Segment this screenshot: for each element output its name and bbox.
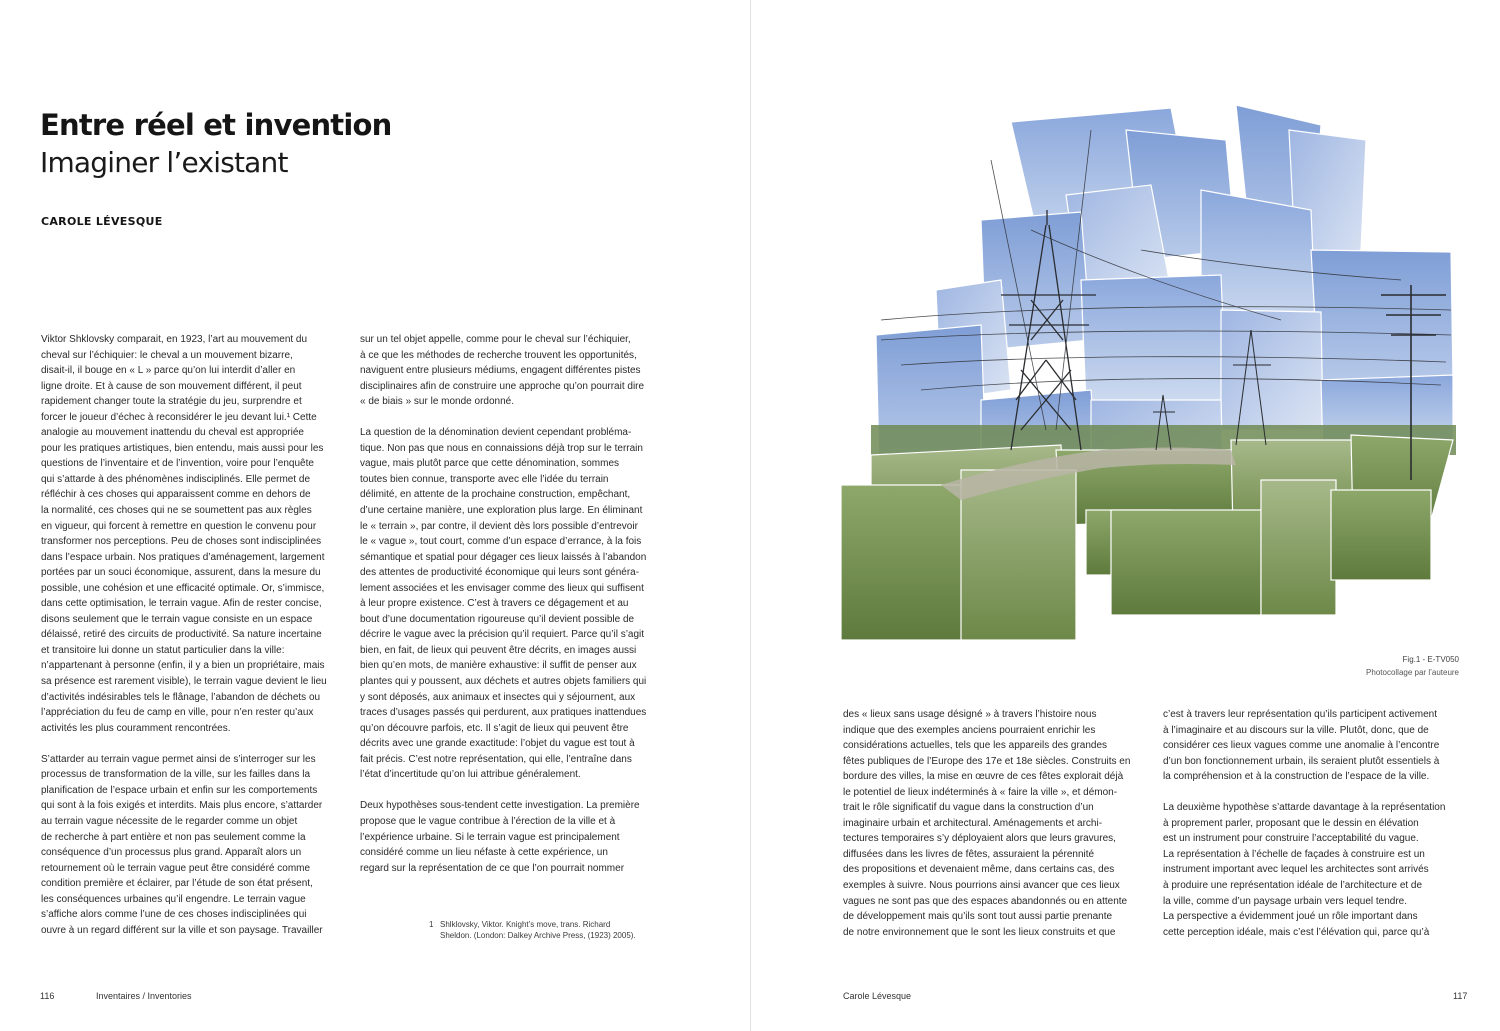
text-line: plantes qui y poussent, aux déchets et autres objets familiers qui [360, 676, 647, 688]
text-line: au terrain vague nécessite de le regarder comme un objet [41, 815, 298, 827]
text-line: bout d’une documentation rigoureuse qu’il devient possible de [360, 613, 635, 625]
footnote [429, 919, 636, 941]
text-line: ouvre à un regard différent sur la ville et son paysage. Travailler [41, 924, 323, 936]
text-line: traces d’usages passés qui perdurent, aux pratiques inattendues [360, 707, 647, 719]
text-line: Viktor Shklovsky comparait, en 1923, l’art au mouvement du [41, 334, 308, 345]
paragraph [360, 798, 660, 876]
text-line: activités les plus couramment rencontrées. [41, 722, 231, 734]
paragraph [1163, 800, 1463, 940]
footnote-text [440, 919, 636, 941]
text-line: bordure des villes, la mise en œuvre de ces fêtes explorait déjà [843, 771, 1124, 783]
text-line: la ville, comme d’un paysage urbain vers lequel tendre. [1163, 895, 1408, 907]
text-line: et transitoire lui donne un statut particulier dans la ville: [41, 644, 285, 656]
right-column-2 [1163, 707, 1463, 940]
text-line: transformer nos perceptions. Peu de choses sont indisciplinées [41, 536, 322, 548]
text-line: des propositions et devenaient même, dans certains cas, des [843, 864, 1115, 876]
text-line: à ce que les méthodes de recherche trouvent les opportunités, [360, 349, 637, 361]
text-line: conséquence d’un processus plus grand. Apparaît alors un [41, 847, 302, 859]
footnote-number: 1 [429, 920, 434, 929]
text-line: La représentation à l’échelle de façades à construire est un [1163, 848, 1425, 860]
text-line: qu’on découvre parfois, etc. Il s’agit de lieux qui peuvent être [360, 722, 629, 734]
text-line: réfléchir à ces choses qui apparaissent comme en dehors de [41, 489, 311, 501]
text-line: La perspective a évidemment joué un rôle important dans [1163, 911, 1418, 923]
paragraph [360, 425, 660, 783]
text-line: tectures temporaires s’y déployaient alors que leurs gravures, [843, 833, 1116, 845]
text-line: de recherche à part entière et non pas seulement comme la [41, 831, 306, 843]
text-line: en vigueur, qui forcent à remettre en question le convenu pour [41, 520, 317, 532]
page-number-right: 117 [1453, 991, 1468, 1001]
text-line: les conséquences urbaines qu’il engendre. Le terrain vague [41, 893, 306, 905]
text-line: le potentiel de lieux indéterminés à « faire la ville », et démon- [843, 786, 1118, 798]
text-line: bien qu’en mots, de manière exhaustive: il suffit de penser aux [360, 660, 637, 672]
text-line: considéré comme un lieu néfaste à cette expérience, un [360, 847, 608, 859]
text-line: fait précis. C’est notre représentation, qui elle, l’entraîne dans [360, 753, 632, 765]
text-line: décrits avec une grande exactitude: l’objet du vague est tout à [360, 738, 635, 750]
right-page [751, 0, 1500, 1031]
text-line: sa présence est rarement visible), le terrain vague devient le lieu [41, 676, 327, 688]
text-line: instrument important avec lequel les architectes sont arrivés [1163, 864, 1429, 876]
text-line: vague, mais plutôt parce que cette dénomination, sommes [360, 458, 620, 470]
figure-label: Fig.1 - E-TV050 [1402, 655, 1459, 664]
text-line: exemples à suivre. Nous pourrions ainsi avancer que ces lieux [843, 880, 1120, 892]
text-line: le « vague », tout court, comme d’un espace d’errance, à la fois [360, 536, 642, 548]
running-head-left: Inventaires / Inventories [96, 991, 192, 1001]
text-line: portées par un souci économique, assurent, dans la mesure du [41, 567, 321, 579]
text-line: processus de transformation de la ville, sur les failles dans la [41, 769, 311, 781]
text-line: tique. Non pas que nous en connaissions déjà trop sur le terrain [360, 442, 643, 454]
text-line: dans l’espace urbain. Nos pratiques d’aménagement, largement [41, 551, 325, 563]
text-line: disons seulement que le terrain vague consiste en un espace [41, 613, 313, 625]
text-line: la compréhension et à la construction de l’espace de la ville. [1163, 771, 1430, 783]
text-line: c’est à travers leur représentation qu’ils participent activement [1163, 709, 1438, 720]
text-line: questions de l’inventaire et de l’invention, voire pour l’enquête [41, 458, 314, 470]
text-line: La question de la dénomination devient cependant probléma- [360, 427, 632, 439]
text-line: à l’imaginaire et au discours sur la ville. Plutôt, donc, que de [1163, 724, 1429, 736]
text-line: qui s’attarde à des phénomènes indisciplinés. Elle permet de [41, 473, 311, 485]
text-line: analogie au mouvement inattendu du cheval est appropriée [41, 427, 304, 439]
text-line: indique que des exemples anciens pourraient enrichir les [843, 724, 1096, 736]
text-line: propose que le vague contribue à l’érection de la ville et à [360, 815, 616, 827]
text-line: toutes bien connue, transporte avec elle l’idée du terrain [360, 473, 609, 485]
text-line: d’activités indésirables tels le flânage, l’abandon de déchets ou [41, 691, 321, 703]
text-line: bien, en fait, de lieux qui peuvent être décrits, en images aussi [360, 644, 637, 656]
text-line: décrire le vague avec la précision qu’il requiert. Parce qu’il s’agit [360, 629, 645, 641]
text-line: qui sont à la fois exigés et interdits. Mais plus encore, s’attarder [41, 800, 323, 812]
text-line: de notre environnement que le sont les lieux construits et que [843, 926, 1116, 938]
author-name: CAROLE LÉVESQUE [41, 215, 163, 228]
text-line: la normalité, ces choses qui ne se soumettent pas aux règles [41, 505, 312, 517]
text-line: naviguent entre plusieurs médiums, engagent différentes pistes [360, 365, 641, 377]
text-line: d’un bon fonctionnement urbain, ils seraient plutôt essentiels à [1163, 755, 1440, 767]
text-line: S’attarder au terrain vague permet ainsi de s’interroger sur les [41, 753, 316, 765]
paragraph [843, 707, 1143, 940]
text-line: fêtes publiques de l’Europe des 17e et 18e siècles. Construits en [843, 755, 1131, 767]
text-line: l’état d’incertitude qu’on lui attribue généralement. [360, 769, 581, 781]
text-line: sur un tel objet appelle, comme pour le cheval sur l’échiquier, [360, 334, 631, 345]
text-line: à proprement parler, proposant que le dessin en élévation [1163, 817, 1419, 829]
text-line: retournement où le terrain vague peut être considéré comme [41, 862, 311, 874]
text-line: y sont déposés, aux animaux et insectes qui y séjournent, aux [360, 691, 636, 703]
text-line: délimité, en attente de la prochaine construction, empêchant, [360, 489, 631, 501]
text-line: forcer le joueur d’échec à reconsidérer le jeu devant lui.¹ Cette [41, 411, 317, 423]
footnote-line: Sheldon. (London: Dalkey Archive Press, (1923) 2005). [440, 931, 636, 940]
text-line: vagues ne sont pas que des espaces abandonnés ou en attente [843, 895, 1128, 907]
text-line: pour les pratiques artistiques, bien entendu, mais aussi pour les [41, 442, 324, 454]
text-line: planification de l’espace urbain et enfin sur les comportements [41, 784, 318, 796]
text-line: possible, une cohésion et une efficacité optimale. Or, s’immisce, [41, 582, 325, 594]
text-line: n’appartenant à personne (enfin, il y a bien un propriétaire, mais [41, 660, 325, 672]
paragraph [41, 332, 336, 736]
text-line: condition première et éclairer, par l’étude de son état présent, [41, 878, 313, 890]
text-line: s’affiche alors comme l’une de ces choses indisciplinées qui [41, 909, 307, 921]
text-line: diffusées dans les livres de fêtes, assuraient la pérennité [843, 848, 1095, 860]
article-title: Entre réel et invention [40, 108, 392, 142]
text-line: disait-il, il bouge en « L » parce qu’on lui interdit d’aller en [41, 365, 296, 377]
text-line: imaginaire urbain et architectural. Aménagements et archi- [843, 817, 1103, 829]
paragraph [1163, 707, 1463, 785]
text-line: cheval sur l’échiquier: le cheval a un mouvement bizarre, [41, 349, 293, 361]
text-line: à leur propre existence. C’est à travers ce dégagement et au [360, 598, 629, 610]
text-line: à produire une représentation idéale de l’architecture et de [1163, 880, 1423, 892]
paragraph [41, 752, 336, 939]
text-line: de développement mais qu’ils sont tout aussi partie prenante [843, 911, 1113, 923]
text-line: « de biais » sur le monde ordonné. [360, 396, 514, 408]
text-line: le « terrain », par contre, il devient dès lors possible d’entrevoir [360, 520, 638, 532]
text-line: regard sur la représentation de ce que l’on pourrait nommer [360, 862, 625, 874]
text-line: des attentes de productivité économique qui leurs sont généra- [360, 567, 640, 579]
text-line: La deuxième hypothèse s’attarde davantage à la représentation [1163, 802, 1446, 814]
footnote-line: Shlklovsky, Viktor. Knight’s move, trans. Richard [440, 920, 611, 929]
text-line: cette perception idéale, mais c’est l’élévation qui, parce qu’à [1163, 926, 1430, 938]
text-line: disciplinaires afin de construire une approche qu’on pourrait dire [360, 380, 645, 392]
text-line: sémantique et spatial pour dégager ces lieux laissés à l’abandon [360, 551, 647, 563]
text-line: des « lieux sans usage désigné » à travers l’histoire nous [843, 709, 1097, 720]
figure-caption [1366, 653, 1459, 679]
text-line: dans cette optimisation, le terrain vague. Afin de rester concise, [41, 598, 322, 610]
article-subtitle: Imaginer l’existant [40, 146, 288, 179]
photocollage-image [841, 100, 1461, 645]
left-column-2 [360, 332, 660, 876]
text-line: rapidement changer toute la stratégie du jeu, surprendre et [41, 396, 302, 408]
text-line: d’une certaine manière, une exploration plus large. En éliminant [360, 505, 643, 517]
text-line: lement associées et les envisager comme des lieux qui suffisent [360, 582, 644, 594]
text-line: est un instrument pour construire l’acceptabilité du vague. [1163, 833, 1419, 845]
text-line: trait le rôle significatif du vague dans la construction d’un [843, 802, 1094, 814]
right-column-1 [843, 707, 1143, 940]
figure-credit: Photocollage par l’auteure [1366, 668, 1459, 677]
text-line: délaissé, retiré des circuits de productivité. Sa nature incertaine [41, 629, 322, 641]
text-line: l’expérience urbaine. Si le terrain vague est principalement [360, 831, 620, 843]
page-number-left: 116 [40, 991, 55, 1001]
text-line: ligne droite. Et à cause de son mouvement différent, il peut [41, 380, 302, 392]
left-column-1 [41, 332, 336, 938]
running-head-right: Carole Lévesque [843, 991, 912, 1001]
text-line: considérer ces lieux vagues comme une anomalie à l’encontre [1163, 740, 1440, 752]
paragraph [360, 332, 660, 410]
text-line: considérations actuelles, tels que les appareils des grandes [843, 740, 1108, 752]
text-line: l’appréciation du feu de camp en ville, pour n’en rester qu’aux [41, 707, 314, 719]
text-line: Deux hypothèses sous-tendent cette investigation. La première [360, 800, 640, 812]
